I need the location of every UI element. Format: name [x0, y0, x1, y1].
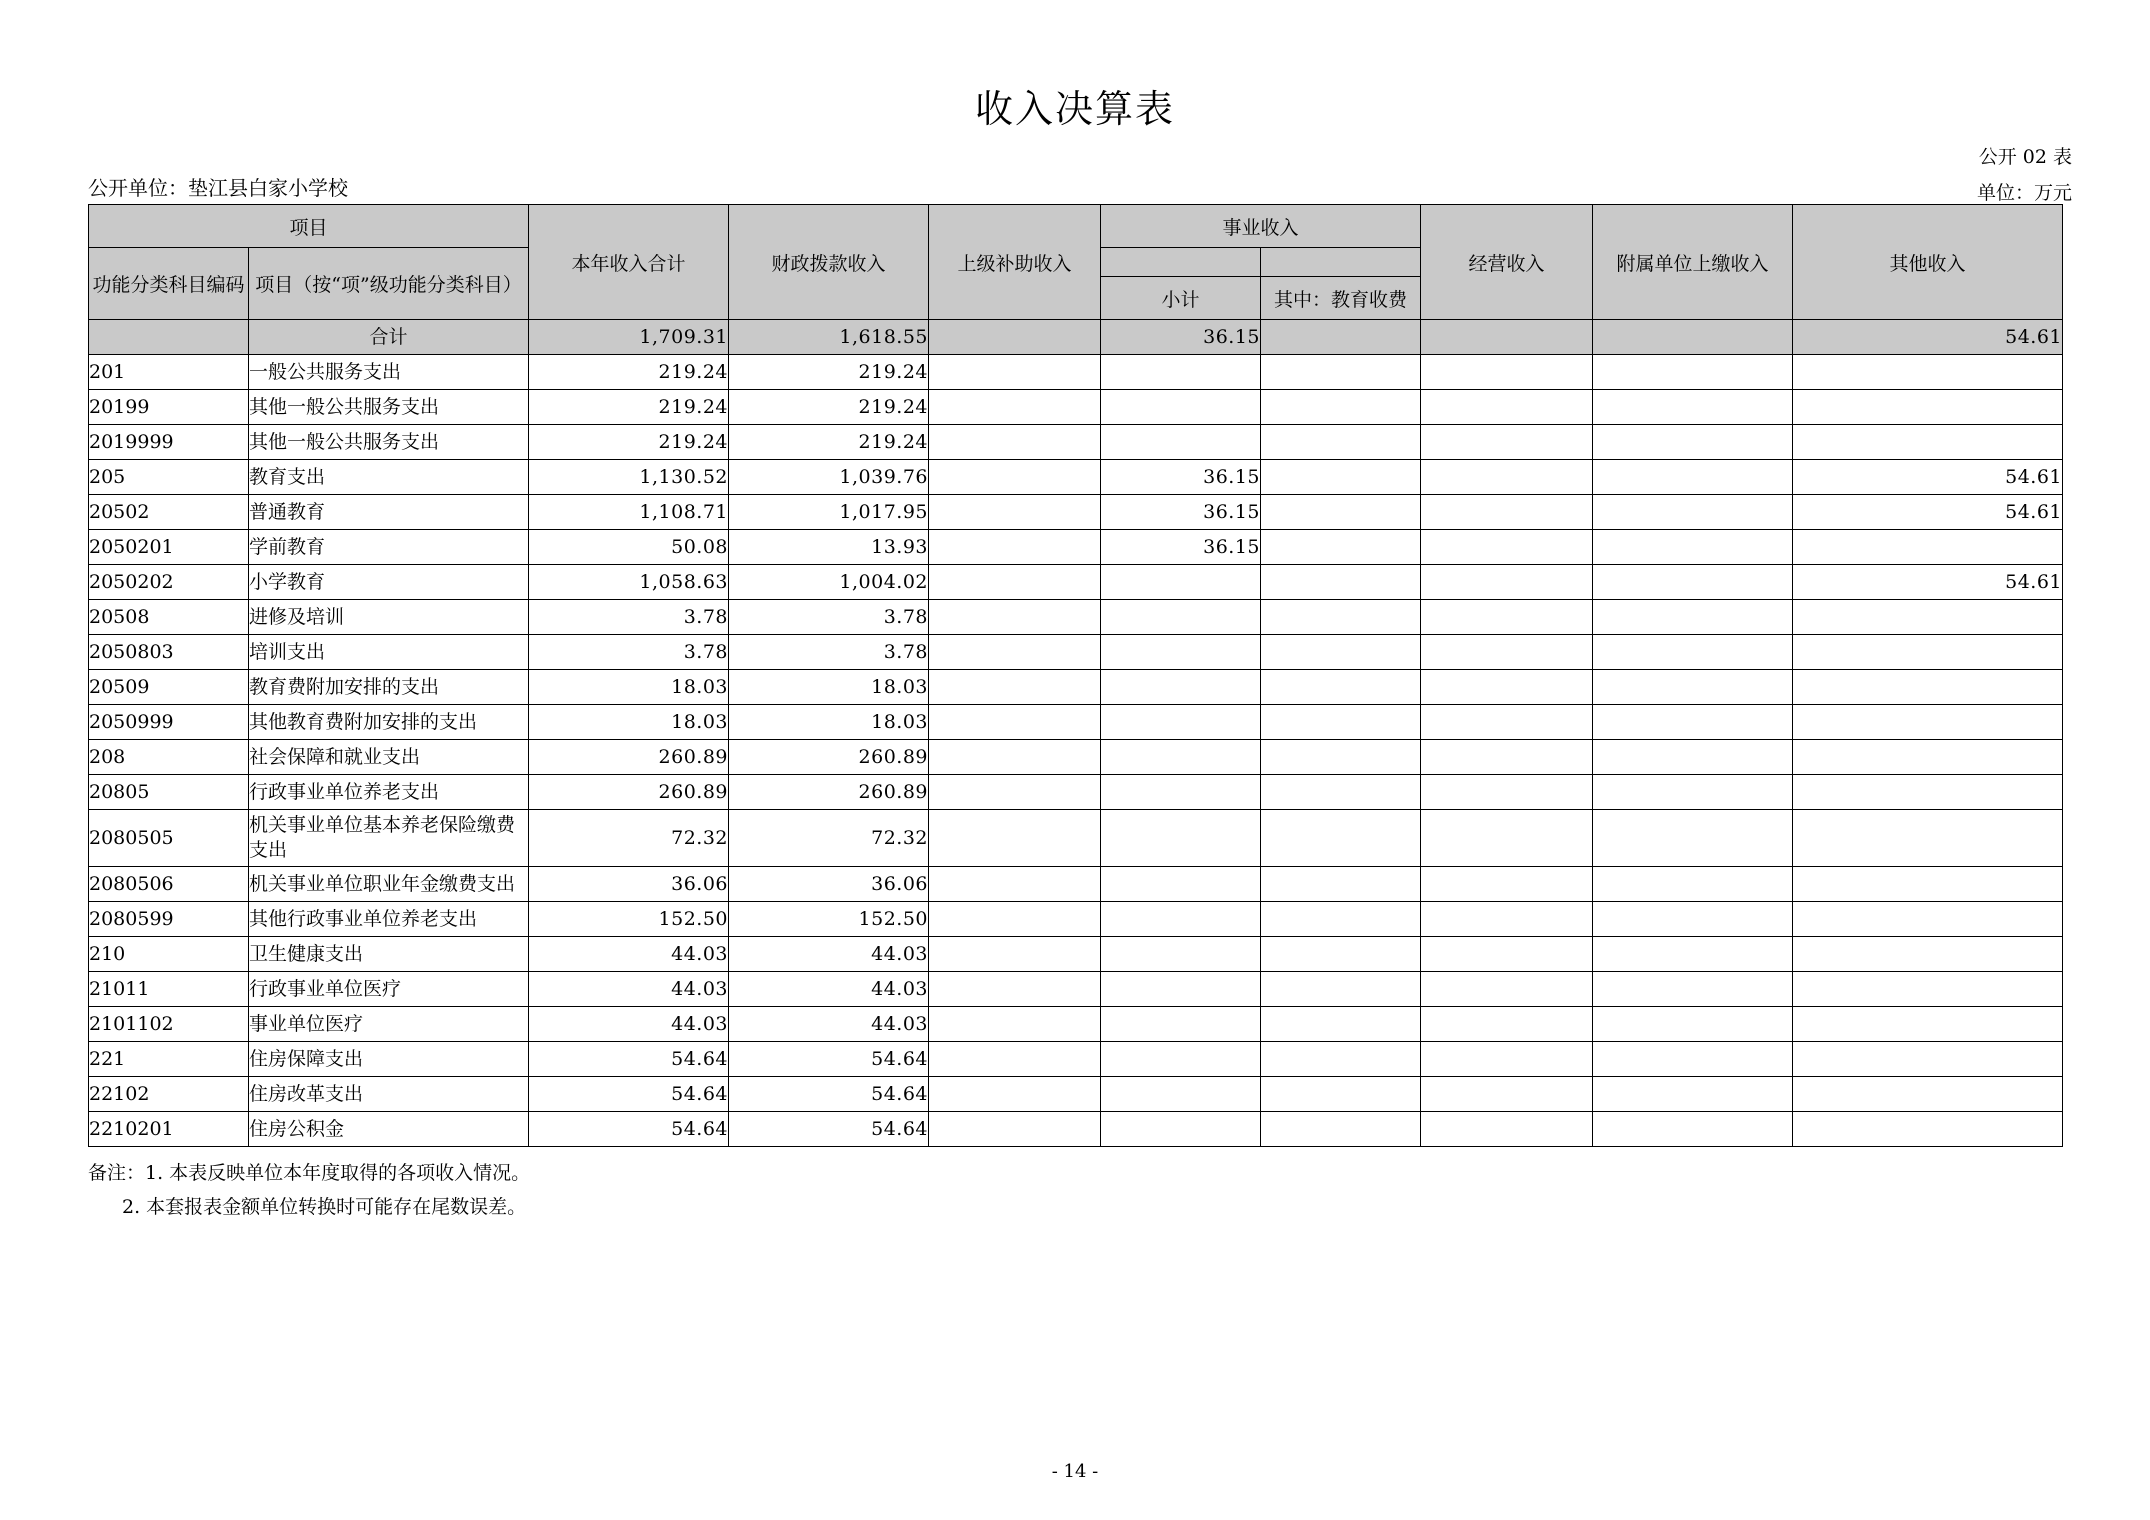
cell-function-code: 21011 — [89, 972, 249, 1007]
cell-item-name: 其他行政事业单位养老支出 — [249, 902, 529, 937]
cell-affiliated — [1593, 565, 1793, 600]
cell-business-subtotal — [1101, 740, 1261, 775]
cell-operating — [1421, 1077, 1593, 1112]
table-row — [89, 972, 2063, 1007]
table-row — [89, 810, 2063, 867]
cell-business-edu — [1261, 775, 1421, 810]
cell-item-name: 培训支出 — [249, 635, 529, 670]
cell-business-edu — [1261, 425, 1421, 460]
cell-operating — [1421, 775, 1593, 810]
cell-total: 1,709.31 — [529, 320, 729, 355]
cell-total: 18.03 — [529, 705, 729, 740]
income-final-accounts-table — [88, 204, 2063, 1147]
cell-total: 54.64 — [529, 1042, 729, 1077]
cell-affiliated — [1593, 1042, 1793, 1077]
cell-item-name: 事业单位医疗 — [249, 1007, 529, 1042]
cell-fiscal: 18.03 — [729, 670, 929, 705]
cell-other — [1793, 1112, 2063, 1147]
cell-operating — [1421, 1042, 1593, 1077]
cell-fiscal: 260.89 — [729, 775, 929, 810]
cell-affiliated — [1593, 937, 1793, 972]
header-function-code: 功能分类科目编码 — [89, 248, 249, 320]
cell-affiliated — [1593, 740, 1793, 775]
cell-function-code: 2050202 — [89, 565, 249, 600]
cell-superior — [929, 810, 1101, 867]
cell-function-code: 22102 — [89, 1077, 249, 1112]
cell-item-name: 机关事业单位基本养老保险缴费支出 — [249, 810, 529, 867]
cell-item-name: 住房保障支出 — [249, 1042, 529, 1077]
cell-item-name: 其他教育费附加安排的支出 — [249, 705, 529, 740]
cell-function-code: 201 — [89, 355, 249, 390]
cell-function-code: 2050803 — [89, 635, 249, 670]
cell-superior — [929, 495, 1101, 530]
table-row — [89, 705, 2063, 740]
cell-operating — [1421, 530, 1593, 565]
cell-operating — [1421, 390, 1593, 425]
cell-fiscal: 54.64 — [729, 1077, 929, 1112]
header-business-subtotal: 小计 — [1101, 277, 1261, 320]
cell-fiscal: 72.32 — [729, 810, 929, 867]
page-title: 收入决算表 — [974, 87, 1175, 131]
cell-business-subtotal — [1101, 972, 1261, 1007]
cell-other — [1793, 635, 2063, 670]
table-row — [89, 670, 2063, 705]
cell-operating — [1421, 867, 1593, 902]
cell-business-subtotal: 36.15 — [1101, 495, 1261, 530]
cell-item-name: 社会保障和就业支出 — [249, 740, 529, 775]
header-fiscal-appropriation: 财政拨款收入 — [729, 205, 929, 320]
cell-superior — [929, 355, 1101, 390]
cell-other — [1793, 1042, 2063, 1077]
cell-fiscal: 54.64 — [729, 1042, 929, 1077]
cell-item-name: 机关事业单位职业年金缴费支出 — [249, 867, 529, 902]
cell-function-code: 2050999 — [89, 705, 249, 740]
cell-business-subtotal — [1101, 902, 1261, 937]
cell-other: 54.61 — [1793, 460, 2063, 495]
cell-operating — [1421, 937, 1593, 972]
cell-fiscal: 3.78 — [729, 600, 929, 635]
cell-total: 260.89 — [529, 775, 729, 810]
cell-business-edu — [1261, 1007, 1421, 1042]
cell-superior — [929, 1077, 1101, 1112]
cell-affiliated — [1593, 425, 1793, 460]
cell-business-subtotal — [1101, 867, 1261, 902]
cell-total: 1,108.71 — [529, 495, 729, 530]
cell-function-code: 2101102 — [89, 1007, 249, 1042]
cell-function-code: 205 — [89, 460, 249, 495]
table-row — [89, 937, 2063, 972]
cell-function-code: 2080506 — [89, 867, 249, 902]
cell-item-name: 行政事业单位养老支出 — [249, 775, 529, 810]
cell-fiscal: 1,039.76 — [729, 460, 929, 495]
cell-superior — [929, 530, 1101, 565]
cell-business-edu — [1261, 810, 1421, 867]
table-row — [89, 1007, 2063, 1042]
cell-item-name: 住房公积金 — [249, 1112, 529, 1147]
cell-business-subtotal — [1101, 390, 1261, 425]
cell-total: 3.78 — [529, 635, 729, 670]
cell-function-code: 221 — [89, 1042, 249, 1077]
cell-superior — [929, 705, 1101, 740]
cell-business-edu — [1261, 320, 1421, 355]
cell-operating — [1421, 600, 1593, 635]
cell-function-code: 2210201 — [89, 1112, 249, 1147]
cell-superior — [929, 425, 1101, 460]
cell-operating — [1421, 425, 1593, 460]
cell-business-edu — [1261, 867, 1421, 902]
cell-other — [1793, 972, 2063, 1007]
cell-business-subtotal — [1101, 937, 1261, 972]
table-row — [89, 460, 2063, 495]
table-row — [89, 867, 2063, 902]
cell-operating — [1421, 1112, 1593, 1147]
cell-item-name: 普通教育 — [249, 495, 529, 530]
table-row — [89, 600, 2063, 635]
cell-other — [1793, 1077, 2063, 1112]
cell-fiscal: 219.24 — [729, 355, 929, 390]
table-row — [89, 320, 2063, 355]
cell-superior — [929, 867, 1101, 902]
cell-superior — [929, 565, 1101, 600]
cell-affiliated — [1593, 1077, 1793, 1112]
cell-operating — [1421, 320, 1593, 355]
table-header-row-1 — [89, 205, 2063, 248]
cell-total: 3.78 — [529, 600, 729, 635]
cell-business-edu — [1261, 635, 1421, 670]
cell-business-edu — [1261, 740, 1421, 775]
cell-function-code — [89, 320, 249, 355]
amount-unit-note: 单位：万元 — [1976, 182, 2072, 204]
cell-business-subtotal — [1101, 705, 1261, 740]
cell-business-subtotal — [1101, 810, 1261, 867]
cell-operating — [1421, 670, 1593, 705]
cell-other — [1793, 1007, 2063, 1042]
cell-superior — [929, 902, 1101, 937]
table-row — [89, 565, 2063, 600]
header-affiliated-remittance: 附属单位上缴收入 — [1593, 205, 1793, 320]
cell-business-edu — [1261, 600, 1421, 635]
cell-affiliated — [1593, 530, 1793, 565]
table-row — [89, 390, 2063, 425]
cell-business-edu — [1261, 705, 1421, 740]
note-line-2: 2. 本套报表金额单位转换时可能存在尾数误差。 — [122, 1196, 527, 1218]
cell-operating — [1421, 810, 1593, 867]
cell-other — [1793, 670, 2063, 705]
entity-label: 公开单位：垫江县白家小学校 — [88, 176, 348, 200]
cell-affiliated — [1593, 600, 1793, 635]
table-row — [89, 775, 2063, 810]
cell-other — [1793, 425, 2063, 460]
cell-fiscal: 1,618.55 — [729, 320, 929, 355]
cell-business-edu — [1261, 972, 1421, 1007]
cell-affiliated — [1593, 972, 1793, 1007]
cell-business-edu — [1261, 390, 1421, 425]
cell-item-name: 卫生健康支出 — [249, 937, 529, 972]
cell-affiliated — [1593, 867, 1793, 902]
table-row — [89, 902, 2063, 937]
cell-other — [1793, 867, 2063, 902]
cell-business-subtotal — [1101, 1007, 1261, 1042]
table-row — [89, 495, 2063, 530]
table-row — [89, 635, 2063, 670]
cell-fiscal: 260.89 — [729, 740, 929, 775]
cell-superior — [929, 972, 1101, 1007]
table-row — [89, 1112, 2063, 1147]
cell-item-name: 教育支出 — [249, 460, 529, 495]
cell-affiliated — [1593, 810, 1793, 867]
cell-function-code: 20509 — [89, 670, 249, 705]
header-business-spacer-1 — [1101, 248, 1261, 277]
cell-business-edu — [1261, 1077, 1421, 1112]
cell-operating — [1421, 740, 1593, 775]
cell-total: 18.03 — [529, 670, 729, 705]
cell-total: 44.03 — [529, 972, 729, 1007]
cell-total: 260.89 — [529, 740, 729, 775]
cell-other — [1793, 390, 2063, 425]
cell-business-edu — [1261, 1042, 1421, 1077]
cell-function-code: 20199 — [89, 390, 249, 425]
cell-other — [1793, 355, 2063, 390]
cell-item-name: 其他一般公共服务支出 — [249, 390, 529, 425]
cell-item-name: 一般公共服务支出 — [249, 355, 529, 390]
cell-business-subtotal: 36.15 — [1101, 460, 1261, 495]
cell-other — [1793, 902, 2063, 937]
cell-business-subtotal — [1101, 600, 1261, 635]
cell-affiliated — [1593, 902, 1793, 937]
table-row — [89, 355, 2063, 390]
cell-business-edu — [1261, 355, 1421, 390]
cell-total: 1,130.52 — [529, 460, 729, 495]
cell-other: 54.61 — [1793, 320, 2063, 355]
cell-business-subtotal — [1101, 1077, 1261, 1112]
cell-superior — [929, 937, 1101, 972]
table-row — [89, 1042, 2063, 1077]
cell-business-edu — [1261, 495, 1421, 530]
cell-superior — [929, 1112, 1101, 1147]
cell-other — [1793, 810, 2063, 867]
cell-total: 219.24 — [529, 355, 729, 390]
cell-affiliated — [1593, 495, 1793, 530]
cell-superior — [929, 600, 1101, 635]
cell-function-code: 2050201 — [89, 530, 249, 565]
cell-function-code: 2080599 — [89, 902, 249, 937]
cell-business-edu — [1261, 937, 1421, 972]
cell-other — [1793, 530, 2063, 565]
cell-other: 54.61 — [1793, 495, 2063, 530]
cell-business-subtotal — [1101, 1112, 1261, 1147]
cell-affiliated — [1593, 460, 1793, 495]
cell-fiscal: 54.64 — [729, 1112, 929, 1147]
header-business-education-fee: 其中：教育收费 — [1261, 277, 1421, 320]
cell-other — [1793, 740, 2063, 775]
cell-item-name: 住房改革支出 — [249, 1077, 529, 1112]
cell-operating — [1421, 705, 1593, 740]
cell-fiscal: 13.93 — [729, 530, 929, 565]
cell-total: 54.64 — [529, 1077, 729, 1112]
cell-fiscal: 44.03 — [729, 1007, 929, 1042]
cell-fiscal: 44.03 — [729, 937, 929, 972]
cell-superior — [929, 1042, 1101, 1077]
cell-business-edu — [1261, 670, 1421, 705]
cell-function-code: 2080505 — [89, 810, 249, 867]
table-row — [89, 740, 2063, 775]
cell-total: 44.03 — [529, 937, 729, 972]
cell-business-edu — [1261, 902, 1421, 937]
cell-superior — [929, 460, 1101, 495]
cell-business-edu — [1261, 565, 1421, 600]
cell-item-name: 合计 — [249, 320, 529, 355]
cell-operating — [1421, 495, 1593, 530]
cell-business-subtotal: 36.15 — [1101, 530, 1261, 565]
cell-superior — [929, 775, 1101, 810]
cell-total: 54.64 — [529, 1112, 729, 1147]
cell-other — [1793, 937, 2063, 972]
cell-total: 50.08 — [529, 530, 729, 565]
note-line-1: 备注：1. 本表反映单位本年度取得的各项收入情况。 — [88, 1162, 531, 1184]
cell-superior — [929, 1007, 1101, 1042]
cell-business-subtotal: 36.15 — [1101, 320, 1261, 355]
cell-affiliated — [1593, 390, 1793, 425]
cell-fiscal: 18.03 — [729, 705, 929, 740]
cell-total: 152.50 — [529, 902, 729, 937]
header-item-name: 项目（按“项”级功能分类科目） — [249, 248, 529, 320]
header-operating-income: 经营收入 — [1421, 205, 1593, 320]
table-body — [89, 320, 2063, 1147]
cell-affiliated — [1593, 320, 1793, 355]
cell-fiscal: 36.06 — [729, 867, 929, 902]
cell-item-name: 小学教育 — [249, 565, 529, 600]
cell-total: 1,058.63 — [529, 565, 729, 600]
cell-superior — [929, 670, 1101, 705]
cell-item-name: 其他一般公共服务支出 — [249, 425, 529, 460]
cell-affiliated — [1593, 635, 1793, 670]
cell-affiliated — [1593, 705, 1793, 740]
cell-business-subtotal — [1101, 355, 1261, 390]
cell-superior — [929, 320, 1101, 355]
cell-other — [1793, 775, 2063, 810]
cell-affiliated — [1593, 1112, 1793, 1147]
header-superior-subsidy: 上级补助收入 — [929, 205, 1101, 320]
header-business-spacer-2 — [1261, 248, 1421, 277]
cell-fiscal: 219.24 — [729, 425, 929, 460]
cell-total: 72.32 — [529, 810, 729, 867]
cell-operating — [1421, 635, 1593, 670]
cell-function-code: 20805 — [89, 775, 249, 810]
cell-total: 44.03 — [529, 1007, 729, 1042]
cell-function-code: 2019999 — [89, 425, 249, 460]
cell-function-code: 20508 — [89, 600, 249, 635]
cell-function-code: 208 — [89, 740, 249, 775]
table-row — [89, 425, 2063, 460]
cell-function-code: 210 — [89, 937, 249, 972]
page-number: - 14 - — [1051, 1461, 1099, 1482]
cell-affiliated — [1593, 670, 1793, 705]
cell-total: 219.24 — [529, 390, 729, 425]
cell-fiscal: 1,004.02 — [729, 565, 929, 600]
header-business-income-group: 事业收入 — [1101, 205, 1421, 248]
cell-affiliated — [1593, 355, 1793, 390]
cell-business-subtotal — [1101, 1042, 1261, 1077]
cell-operating — [1421, 972, 1593, 1007]
cell-operating — [1421, 460, 1593, 495]
cell-item-name: 学前教育 — [249, 530, 529, 565]
cell-business-subtotal — [1101, 635, 1261, 670]
cell-business-subtotal — [1101, 775, 1261, 810]
cell-business-subtotal — [1101, 670, 1261, 705]
header-other-income: 其他收入 — [1793, 205, 2063, 320]
cell-item-name: 进修及培训 — [249, 600, 529, 635]
cell-total: 36.06 — [529, 867, 729, 902]
cell-business-edu — [1261, 530, 1421, 565]
cell-operating — [1421, 355, 1593, 390]
cell-operating — [1421, 1007, 1593, 1042]
cell-other — [1793, 705, 2063, 740]
header-total: 本年收入合计 — [529, 205, 729, 320]
cell-superior — [929, 635, 1101, 670]
cell-fiscal: 3.78 — [729, 635, 929, 670]
cell-item-name: 教育费附加安排的支出 — [249, 670, 529, 705]
cell-business-subtotal — [1101, 565, 1261, 600]
cell-function-code: 20502 — [89, 495, 249, 530]
form-number: 公开 02 表 — [1978, 146, 2072, 168]
cell-affiliated — [1593, 775, 1793, 810]
cell-other: 54.61 — [1793, 565, 2063, 600]
cell-other — [1793, 600, 2063, 635]
cell-fiscal: 219.24 — [729, 390, 929, 425]
cell-business-edu — [1261, 1112, 1421, 1147]
cell-business-subtotal — [1101, 425, 1261, 460]
header-group-item: 项目 — [89, 205, 529, 248]
cell-fiscal: 152.50 — [729, 902, 929, 937]
cell-total: 219.24 — [529, 425, 729, 460]
cell-fiscal: 44.03 — [729, 972, 929, 1007]
cell-operating — [1421, 902, 1593, 937]
table-row — [89, 530, 2063, 565]
cell-fiscal: 1,017.95 — [729, 495, 929, 530]
table-row — [89, 1077, 2063, 1112]
cell-business-edu — [1261, 460, 1421, 495]
cell-item-name: 行政事业单位医疗 — [249, 972, 529, 1007]
cell-superior — [929, 740, 1101, 775]
cell-operating — [1421, 565, 1593, 600]
cell-superior — [929, 390, 1101, 425]
cell-affiliated — [1593, 1007, 1793, 1042]
